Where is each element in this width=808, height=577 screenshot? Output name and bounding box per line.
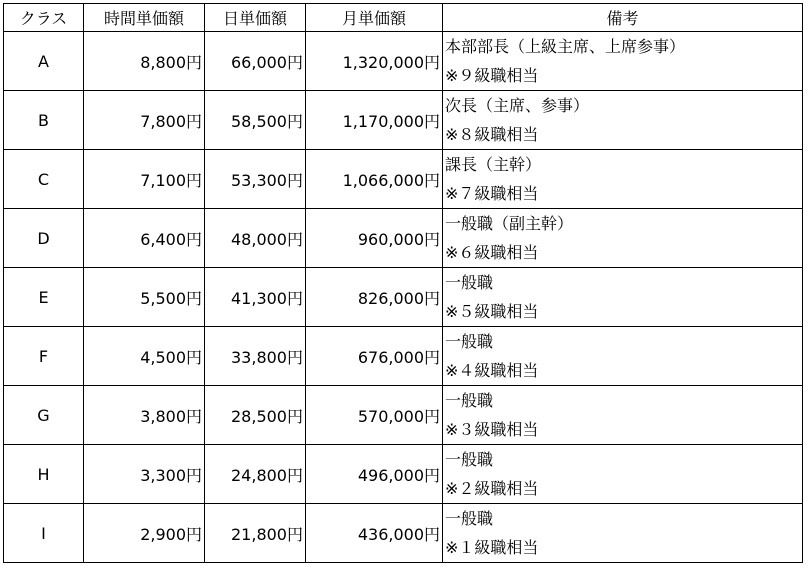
daily-rate-cell: 41,300円 — [205, 268, 306, 327]
table-row — [4, 209, 803, 268]
daily-rate-cell: 33,800円 — [205, 327, 306, 386]
daily-rate-cell: 53,300円 — [205, 150, 306, 209]
class-cell: I — [4, 504, 84, 563]
table-row — [4, 91, 803, 150]
notes-cell — [443, 150, 803, 209]
hourly-rate-cell: 3,300円 — [84, 445, 205, 504]
notes-cell — [443, 32, 803, 91]
notes-cell — [443, 268, 803, 327]
header-notes: 備考 — [443, 4, 803, 32]
monthly-rate-cell: 676,000円 — [306, 327, 443, 386]
class-cell: G — [4, 386, 84, 445]
class-cell: C — [4, 150, 84, 209]
note-position: 課長（主幹） — [445, 155, 542, 174]
rate-table — [3, 3, 803, 563]
class-cell: D — [4, 209, 84, 268]
monthly-rate-cell: 826,000円 — [306, 268, 443, 327]
hourly-rate-cell: 4,500円 — [84, 327, 205, 386]
class-cell: H — [4, 445, 84, 504]
note-grade: ※４級職相当 — [445, 361, 539, 380]
note-grade: ※２級職相当 — [445, 479, 539, 498]
monthly-rate-cell: 436,000円 — [306, 504, 443, 563]
notes-cell — [443, 327, 803, 386]
note-position: 一般職 — [445, 509, 494, 528]
monthly-rate-cell: 1,066,000円 — [306, 150, 443, 209]
note-position: 一般職 — [445, 391, 494, 410]
notes-cell — [443, 386, 803, 445]
header-daily-rate: 日単価額 — [205, 4, 306, 32]
header-class: クラス — [4, 4, 84, 32]
note-grade: ※５級職相当 — [445, 302, 539, 321]
hourly-rate-cell: 2,900円 — [84, 504, 205, 563]
note-position: 一般職 — [445, 332, 494, 351]
daily-rate-cell: 24,800円 — [205, 445, 306, 504]
monthly-rate-cell: 960,000円 — [306, 209, 443, 268]
table-row — [4, 445, 803, 504]
note-grade: ※７級職相当 — [445, 184, 539, 203]
note-grade: ※３級職相当 — [445, 420, 539, 439]
hourly-rate-cell: 7,100円 — [84, 150, 205, 209]
header-monthly-rate: 月単価額 — [306, 4, 443, 32]
daily-rate-cell: 48,000円 — [205, 209, 306, 268]
daily-rate-cell: 21,800円 — [205, 504, 306, 563]
hourly-rate-cell: 8,800円 — [84, 32, 205, 91]
header-row — [4, 4, 803, 32]
notes-cell — [443, 209, 803, 268]
monthly-rate-cell: 570,000円 — [306, 386, 443, 445]
notes-cell — [443, 445, 803, 504]
note-grade: ※６級職相当 — [445, 243, 539, 262]
hourly-rate-cell: 3,800円 — [84, 386, 205, 445]
note-position: 一般職（副主幹） — [445, 214, 574, 233]
class-cell: B — [4, 91, 84, 150]
table-row — [4, 268, 803, 327]
monthly-rate-cell: 1,170,000円 — [306, 91, 443, 150]
daily-rate-cell: 66,000円 — [205, 32, 306, 91]
class-cell: E — [4, 268, 84, 327]
table-row — [4, 504, 803, 563]
daily-rate-cell: 28,500円 — [205, 386, 306, 445]
note-position: 一般職 — [445, 273, 494, 292]
note-grade: ※９級職相当 — [445, 66, 539, 85]
table-row — [4, 150, 803, 209]
hourly-rate-cell: 7,800円 — [84, 91, 205, 150]
hourly-rate-cell: 6,400円 — [84, 209, 205, 268]
monthly-rate-cell: 1,320,000円 — [306, 32, 443, 91]
note-position: 一般職 — [445, 450, 494, 469]
notes-cell — [443, 91, 803, 150]
header-hourly-rate: 時間単価額 — [84, 4, 205, 32]
table-row — [4, 386, 803, 445]
class-cell: F — [4, 327, 84, 386]
monthly-rate-cell: 496,000円 — [306, 445, 443, 504]
table-row — [4, 327, 803, 386]
note-grade: ※８級職相当 — [445, 125, 539, 144]
hourly-rate-cell: 5,500円 — [84, 268, 205, 327]
note-position: 次長（主席、参事） — [445, 96, 590, 115]
notes-cell — [443, 504, 803, 563]
note-position: 本部部長（上級主席、上席参事） — [445, 37, 686, 56]
class-cell: A — [4, 32, 84, 91]
table-row — [4, 32, 803, 91]
daily-rate-cell: 58,500円 — [205, 91, 306, 150]
note-grade: ※１級職相当 — [445, 538, 539, 557]
